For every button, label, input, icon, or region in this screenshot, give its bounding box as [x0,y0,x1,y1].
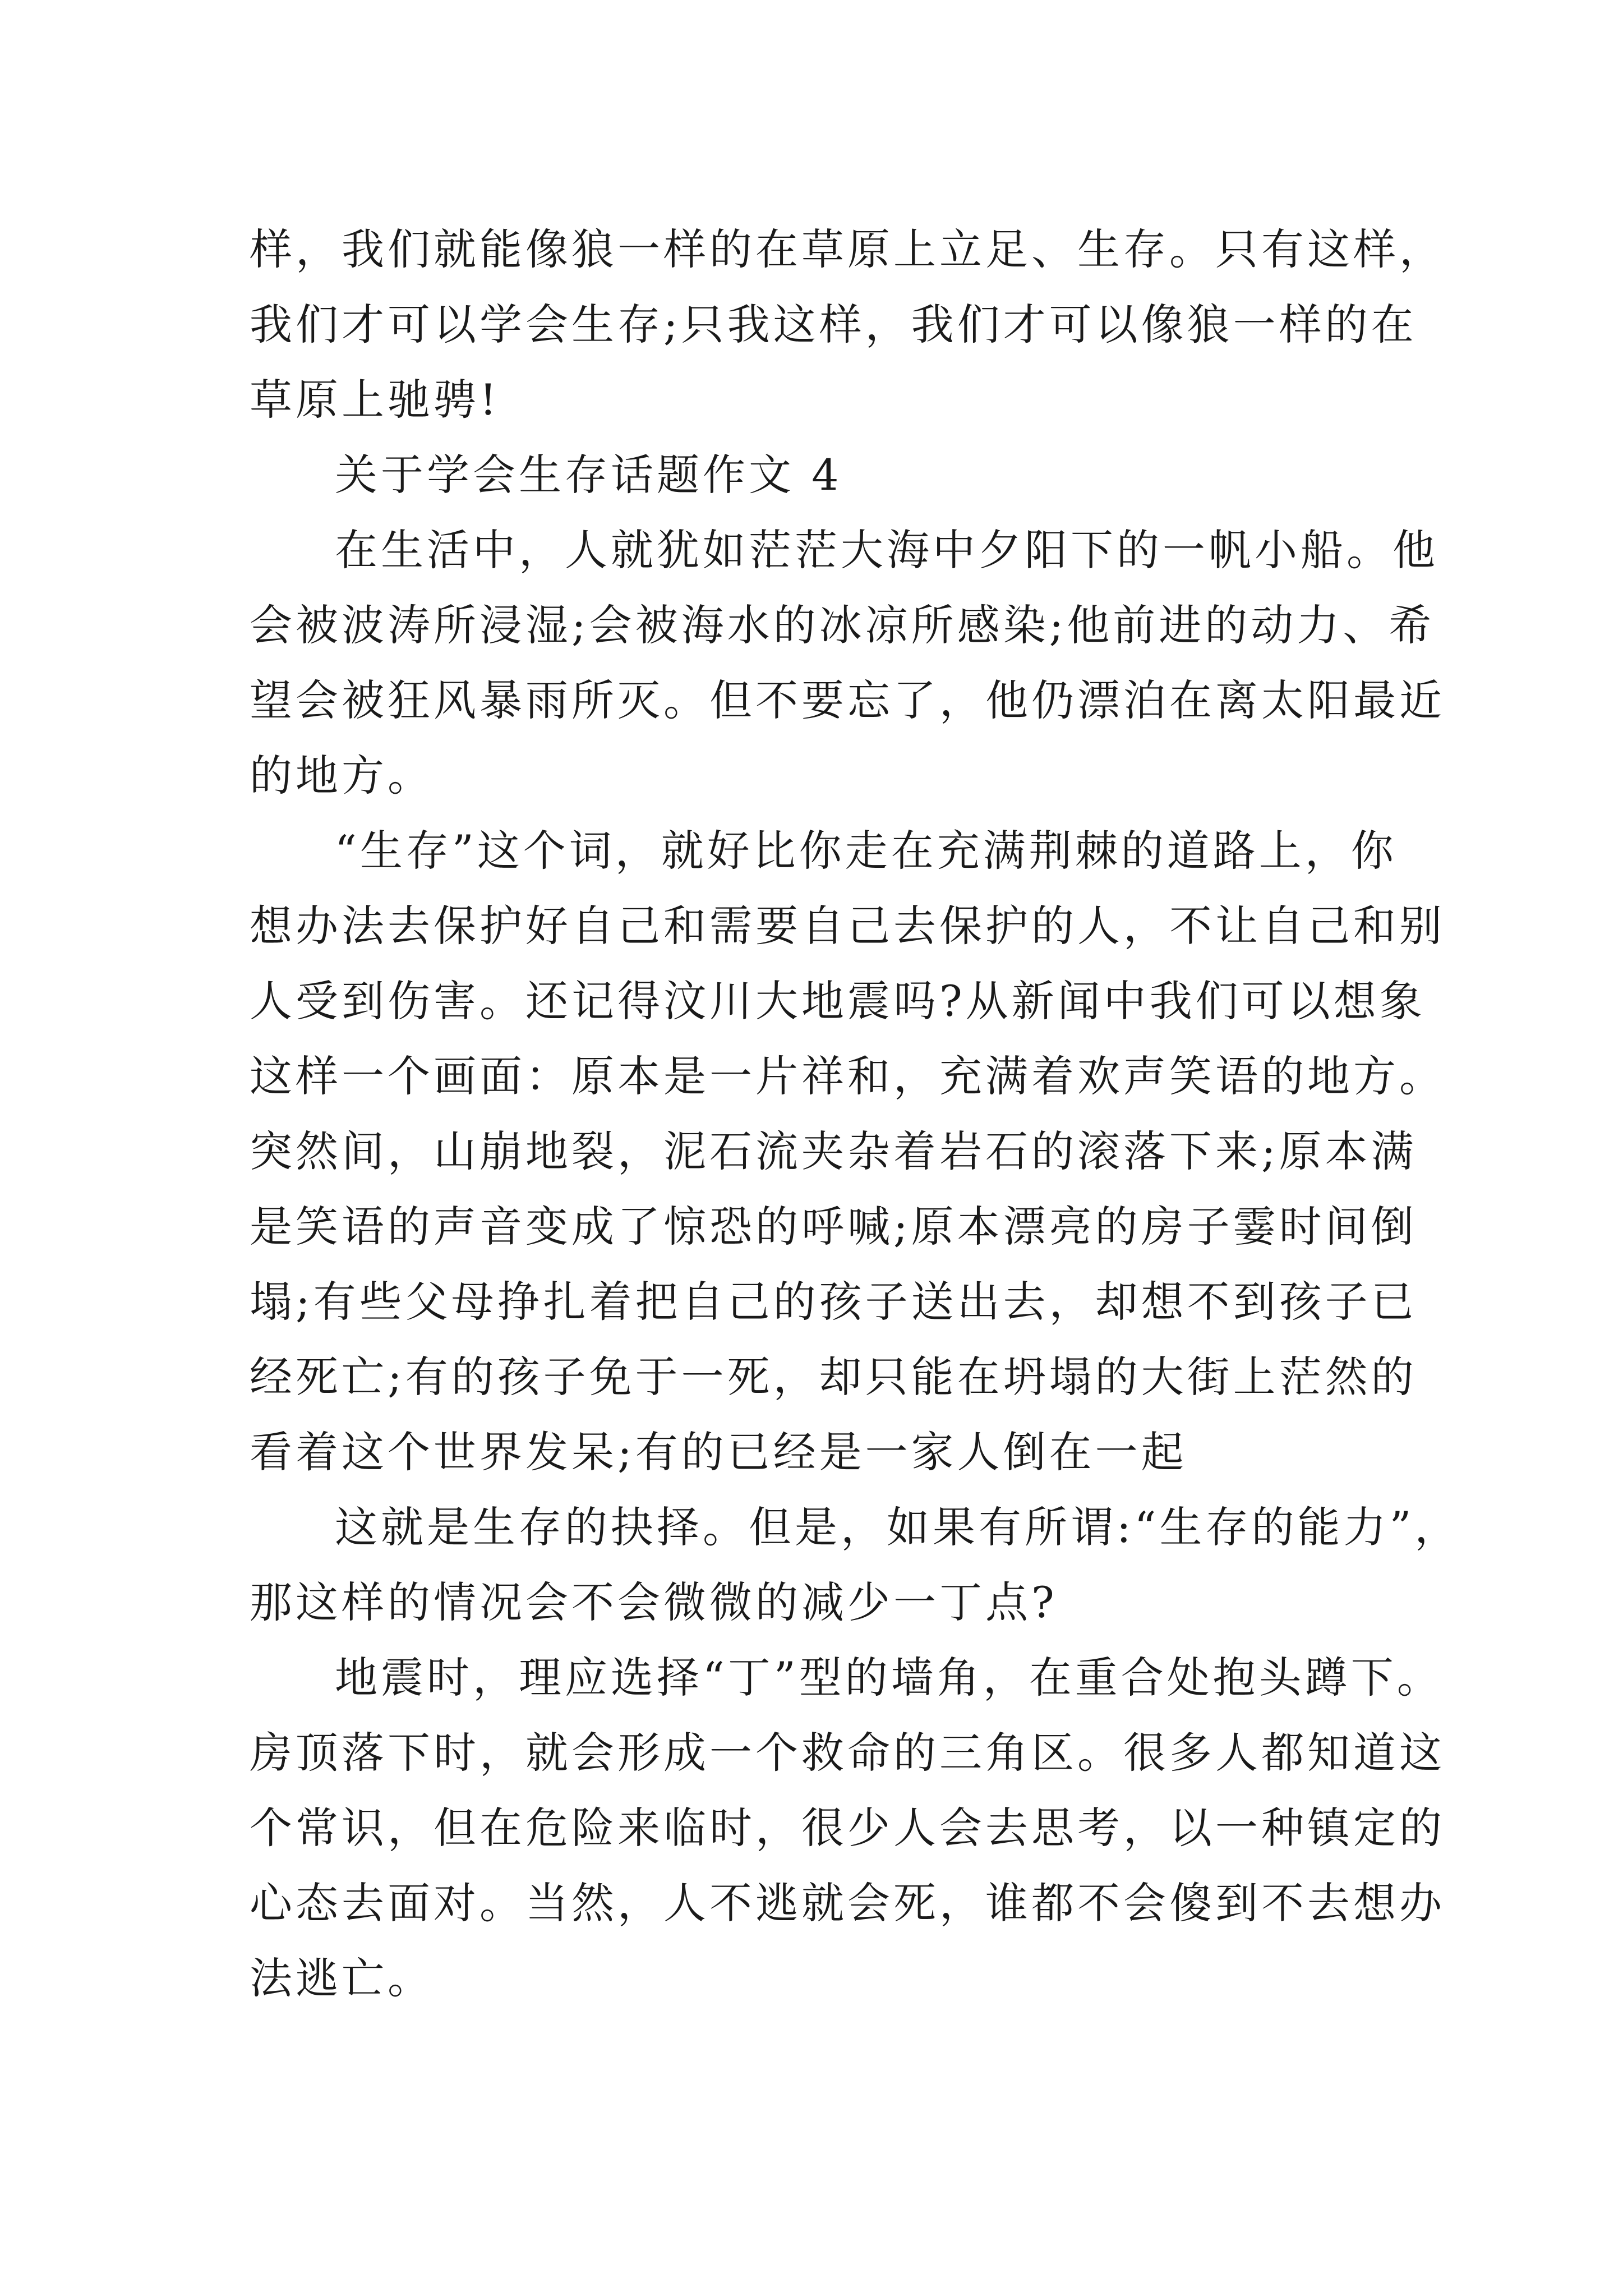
text-line: 这样一个画面：原本是一片祥和，充满着欢声笑语的地方。 [250,1051,1445,1101]
paragraph-first-line: 这就是生存的抉择。但是，如果有所谓:“生存的能力”， [335,1502,1461,1552]
paragraph-first-line: “生存”这个词，就好比你走在充满荆棘的道路上，你 [335,826,1397,876]
text-line: 心态去面对。当然，人不逃就会死，谁都不会傻到不去想办 [250,1878,1445,1928]
text-line: 会被波涛所浸湿;会被海水的冰凉所感染;他前进的动力、希 [250,600,1435,650]
text-line: 望会被狂风暴雨所灭。但不要忘了，他仍漂泊在离太阳最近 [250,675,1445,725]
text-line: 草原上驰骋! [250,375,500,425]
document-body [250,212,1461,2016]
text-line: 房顶落下时，就会形成一个救命的三角区。很多人都知道这 [250,1728,1445,1778]
text-line: 我们才可以学会生存;只我这样，我们才可以像狼一样的在 [250,300,1417,349]
text-line: 人受到伤害。还记得汶川大地震吗?从新闻中我们可以想象 [250,976,1426,1026]
text-line: 的地方。 [250,751,434,800]
paragraph-first-line: 在生活中，人就犹如茫茫大海中夕阳下的一帆小船。他 [335,525,1438,575]
text-line: 法逃亡。 [250,1953,434,2003]
text-line: 那这样的情况会不会微微的减少一丁点? [250,1577,1058,1627]
text-line: 看着这个世界发呆;有的已经是一家人倒在一起 [250,1427,1187,1477]
text-line: 想办法去保护好自己和需要自己去保护的人，不让自己和别 [250,901,1445,951]
text-line: 样，我们就能像狼一样的在草原上立足、生存。只有这样， [250,224,1445,274]
section-heading: 关于学会生存话题作文 4 [335,450,842,500]
text-line: 经死亡;有的孩子免于一死，却只能在坍塌的大街上茫然的 [250,1352,1417,1402]
text-line: 突然间，山崩地裂，泥石流夹杂着岩石的滚落下来;原本满 [250,1126,1417,1176]
text-line: 个常识，但在危险来临时，很少人会去思考，以一种镇定的 [250,1803,1445,1853]
paragraph-first-line: 地震时，理应选择“丁”型的墙角，在重合处抱头蹲下。 [335,1653,1443,1703]
text-line: 是笑语的声音变成了惊恐的呼喊;原本漂亮的房子霎时间倒 [250,1202,1417,1251]
text-line: 塌;有些父母挣扎着把自己的孩子送出去，却想不到孩子已 [250,1277,1417,1327]
